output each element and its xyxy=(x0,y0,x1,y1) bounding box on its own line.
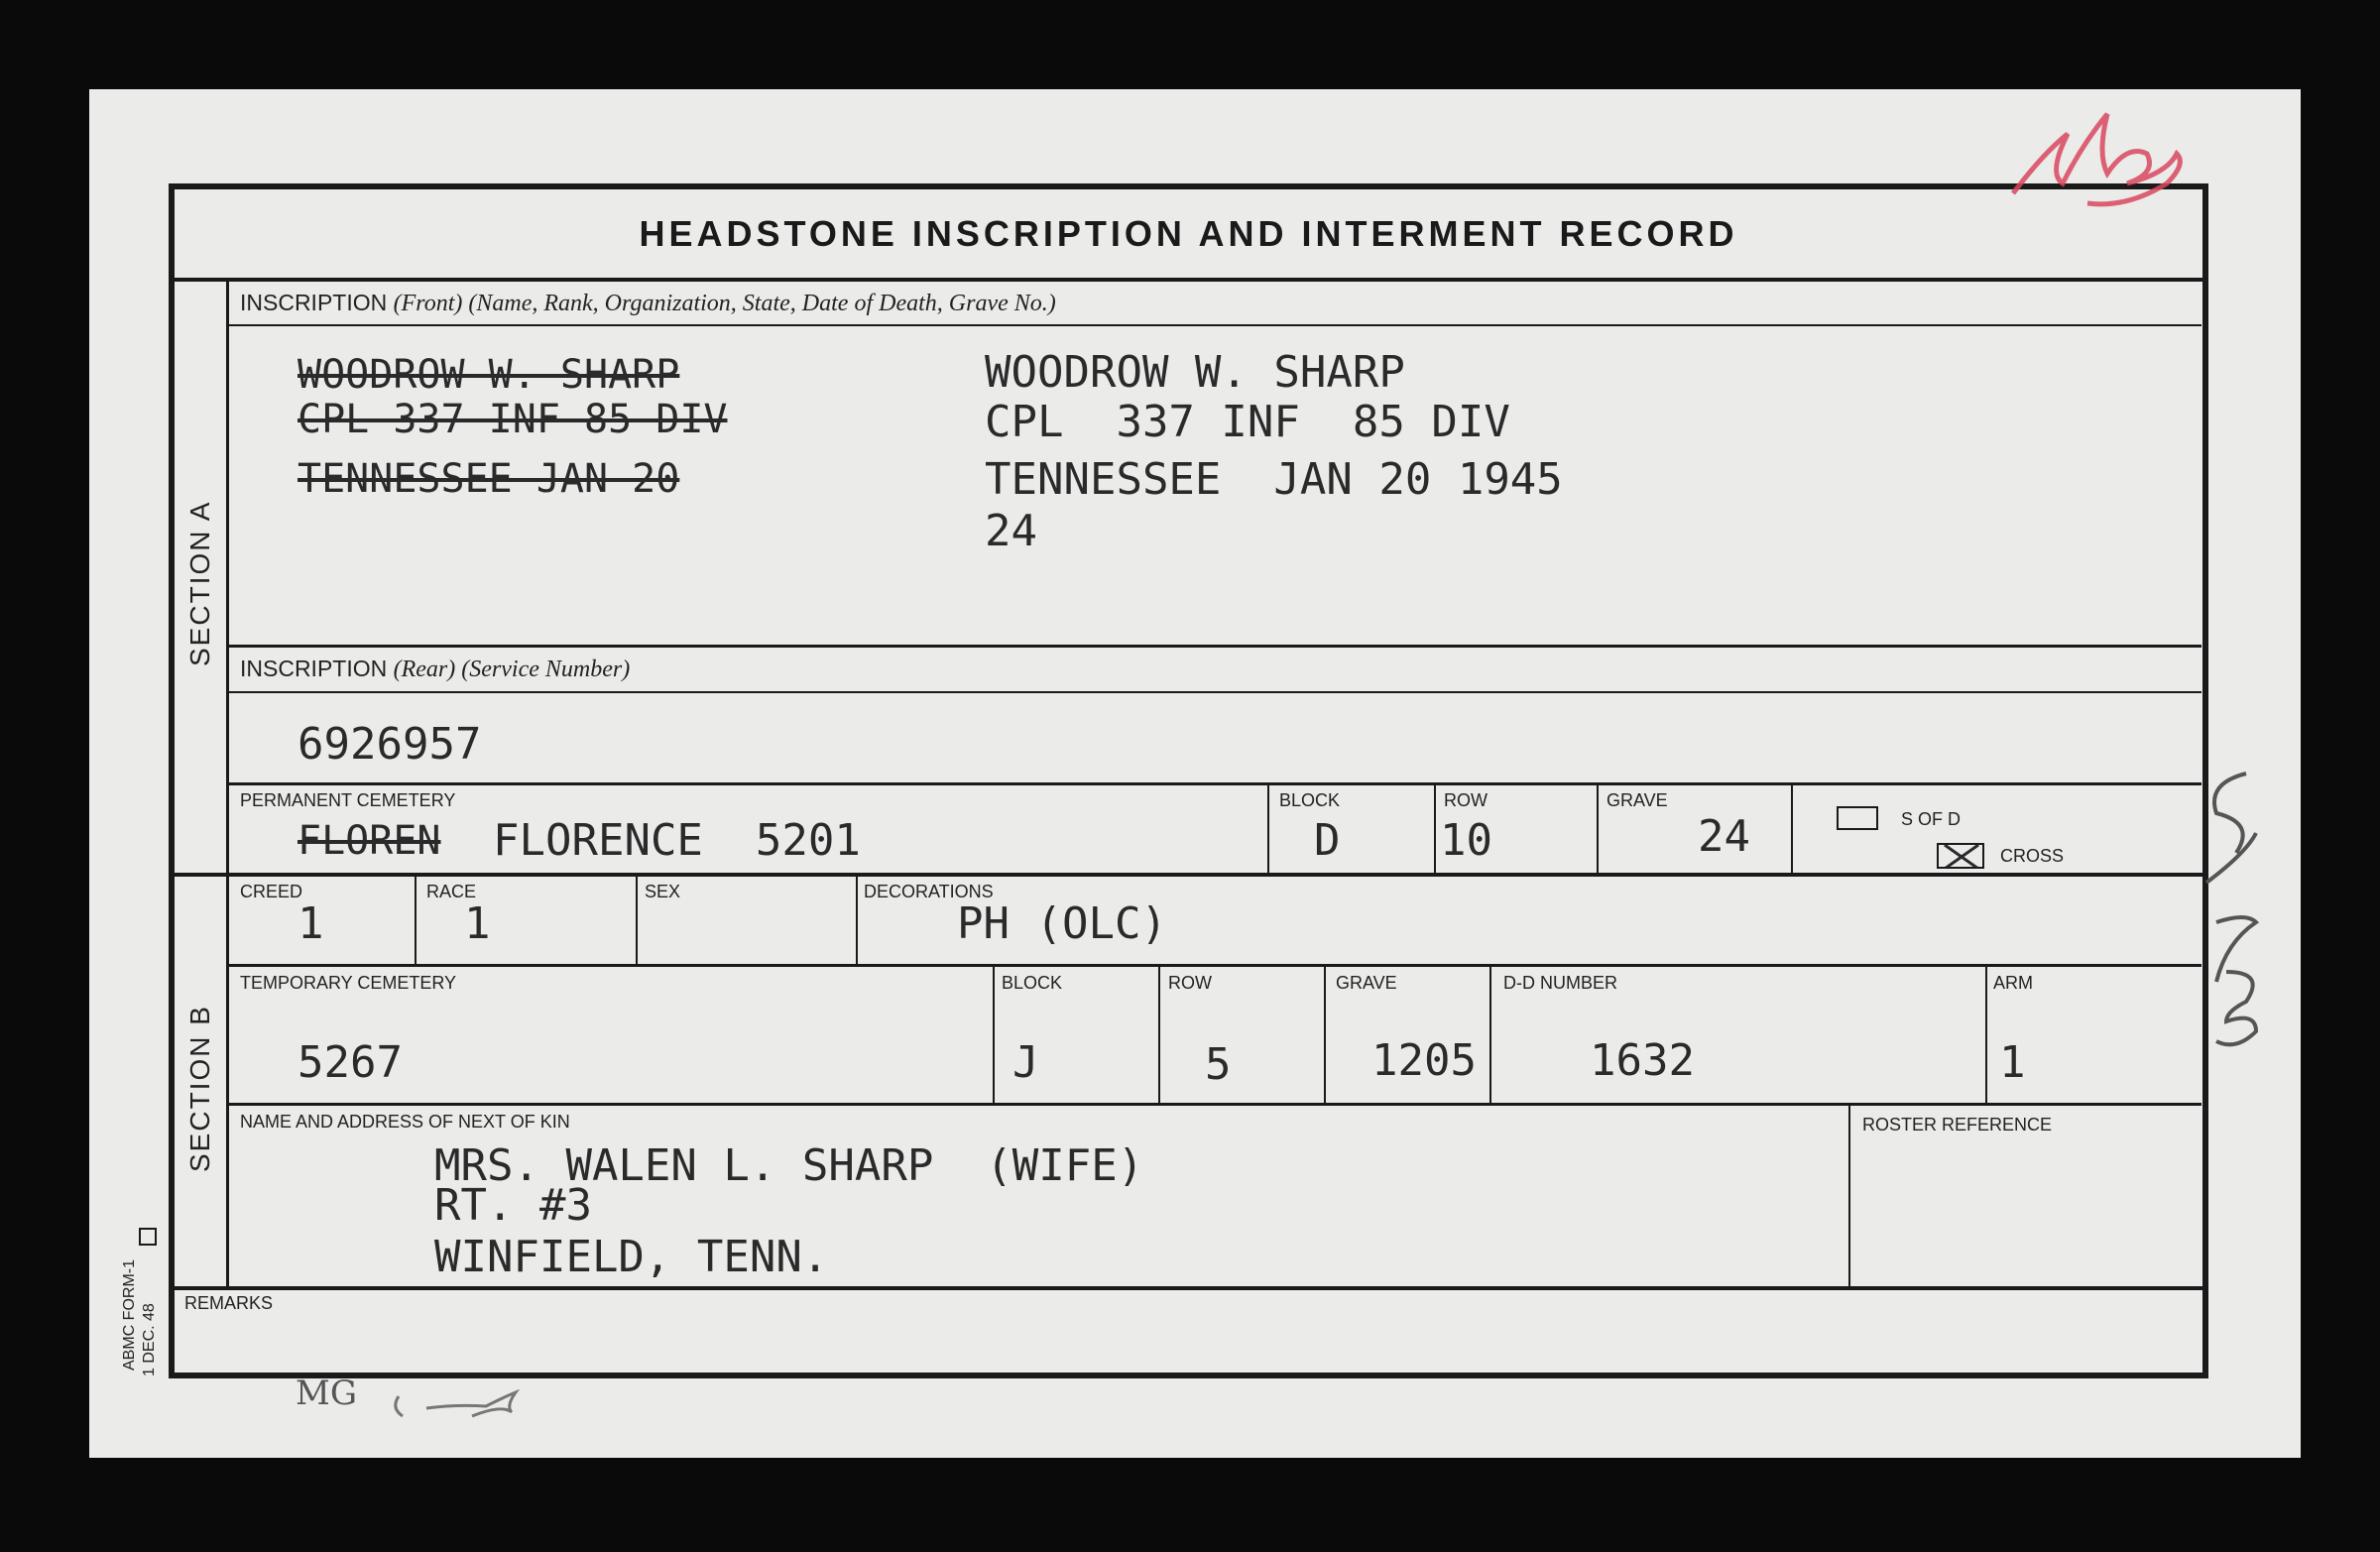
front-label-italic: (Front) (Name, Rank, Organization, State, Date of Death, Grave No.) xyxy=(393,291,1056,316)
rear-label-text: INSCRIPTION xyxy=(240,656,388,681)
front-line-1: WOODROW W. SHARP xyxy=(985,347,1405,398)
rule-roster-left xyxy=(1848,1104,1850,1288)
perm-cemetery-label: PERMANENT CEMETERY xyxy=(240,790,456,810)
rule-dd-left xyxy=(1489,965,1491,1105)
side-checkbox[interactable] xyxy=(139,1228,157,1246)
red-pencil-mark xyxy=(2008,104,2246,253)
perm-row-label: ROW xyxy=(1444,790,1488,810)
decorations-label: DECORATIONS xyxy=(864,882,994,901)
rule-sofd-left xyxy=(1791,783,1793,875)
front-inscription-label xyxy=(240,290,1056,317)
margin-handwriting xyxy=(2197,764,2286,1071)
race-value: 1 xyxy=(464,898,491,949)
rear-inscription-label xyxy=(240,656,630,683)
kin-line-3: WINFIELD, TENN. xyxy=(434,1232,829,1282)
rule-remarks-top xyxy=(175,1286,2202,1290)
front-label-text: INSCRIPTION xyxy=(240,290,388,315)
rule-rear-top xyxy=(228,645,2202,648)
cross-label: CROSS xyxy=(2000,846,2065,866)
rule-arm-left xyxy=(1985,965,1987,1105)
form-date: 1 DEC. 48 xyxy=(141,1303,158,1376)
rule-tblock-left xyxy=(993,965,995,1105)
rule-kin-top xyxy=(228,1103,2202,1106)
decorations-value: PH (OLC) xyxy=(957,898,1167,949)
perm-cemetery-struck: FLOREN xyxy=(298,818,441,864)
race-label: RACE xyxy=(426,882,477,901)
section-a-label: SECTION A xyxy=(184,500,215,666)
perm-cemetery-value: FLORENCE 5201 xyxy=(493,815,861,866)
creed-label: CREED xyxy=(240,882,303,901)
temp-row-value: 5 xyxy=(1205,1039,1232,1090)
next-of-kin-label: NAME AND ADDRESS OF NEXT OF KIN xyxy=(240,1112,570,1132)
kin-line-2: RT. #3 xyxy=(434,1180,592,1231)
rule-rear-label xyxy=(228,691,2202,693)
temp-cemetery-value: 5267 xyxy=(298,1037,403,1088)
struck-line-2: CPL 337 INF 85 DIV xyxy=(298,397,728,442)
temp-grave-value: 1205 xyxy=(1371,1035,1477,1086)
rule-perm-top xyxy=(228,782,2202,785)
perm-row-value: 10 xyxy=(1440,815,1492,866)
arm-label: ARM xyxy=(1993,973,2033,993)
perm-grave-label: GRAVE xyxy=(1606,790,1668,810)
section-b-label: SECTION B xyxy=(184,1005,215,1172)
temp-grave-label: GRAVE xyxy=(1336,973,1397,993)
form-id: ABMC FORM-1 xyxy=(121,1259,138,1371)
rule-grave-left xyxy=(1597,783,1599,875)
front-line-2: CPL 337 INF 85 DIV xyxy=(985,397,1510,447)
handwritten-initials xyxy=(387,1378,555,1428)
rear-label-italic: (Rear) (Service Number) xyxy=(393,657,631,682)
s-of-d-label: S OF D xyxy=(1901,809,1962,829)
creed-value: 1 xyxy=(298,898,324,949)
rule-row-left xyxy=(1434,783,1436,875)
s-of-d-checkbox[interactable] xyxy=(1837,806,1878,830)
rule-sex-left xyxy=(636,875,638,966)
service-number: 6926957 xyxy=(298,719,482,770)
front-line-4: 24 xyxy=(985,506,1037,556)
temp-block-label: BLOCK xyxy=(1002,973,1063,993)
struck-line-3: TENNESSEE JAN 20 xyxy=(298,456,680,502)
form-title: HEADSTONE INSCRIPTION AND INTERMENT RECORD xyxy=(639,213,1738,254)
rule-temp-top xyxy=(228,964,2202,967)
section-column-rule xyxy=(226,280,229,1288)
dd-number-value: 1632 xyxy=(1590,1035,1695,1086)
front-line-3: TENNESSEE JAN 20 1945 xyxy=(985,454,1563,505)
kin-line-1: MRS. WALEN L. SHARP (WIFE) xyxy=(434,1140,1144,1191)
rule-trow-left xyxy=(1158,965,1160,1105)
roster-reference-label: ROSTER REFERENCE xyxy=(1862,1115,2053,1134)
perm-block-value: D xyxy=(1314,815,1341,866)
temp-row-label: ROW xyxy=(1168,973,1212,993)
remarks-label: REMARKS xyxy=(184,1293,274,1313)
arm-value: 1 xyxy=(1999,1037,2026,1088)
struck-line-1: WOODROW W. SHARP xyxy=(298,352,680,398)
rule-block-left xyxy=(1267,783,1269,875)
x-mark-icon xyxy=(1939,845,1982,867)
temp-cemetery-label: TEMPORARY CEMETERY xyxy=(240,973,457,993)
temp-block-value: J xyxy=(1012,1037,1039,1088)
remarks-mg-note: MG xyxy=(296,1373,357,1413)
rule-tgrave-left xyxy=(1324,965,1326,1105)
cross-checkbox[interactable] xyxy=(1937,843,1984,869)
rule-race-left xyxy=(415,875,416,966)
rule-dec-left xyxy=(856,875,858,966)
dd-number-label: D-D NUMBER xyxy=(1503,973,1617,993)
perm-grave-value: 24 xyxy=(1698,811,1750,862)
perm-block-label: BLOCK xyxy=(1279,790,1341,810)
sex-label: SEX xyxy=(645,882,681,901)
rule-under-title xyxy=(175,278,2202,282)
rule-section-divide xyxy=(175,873,2202,877)
rule-front-label xyxy=(228,324,2202,326)
